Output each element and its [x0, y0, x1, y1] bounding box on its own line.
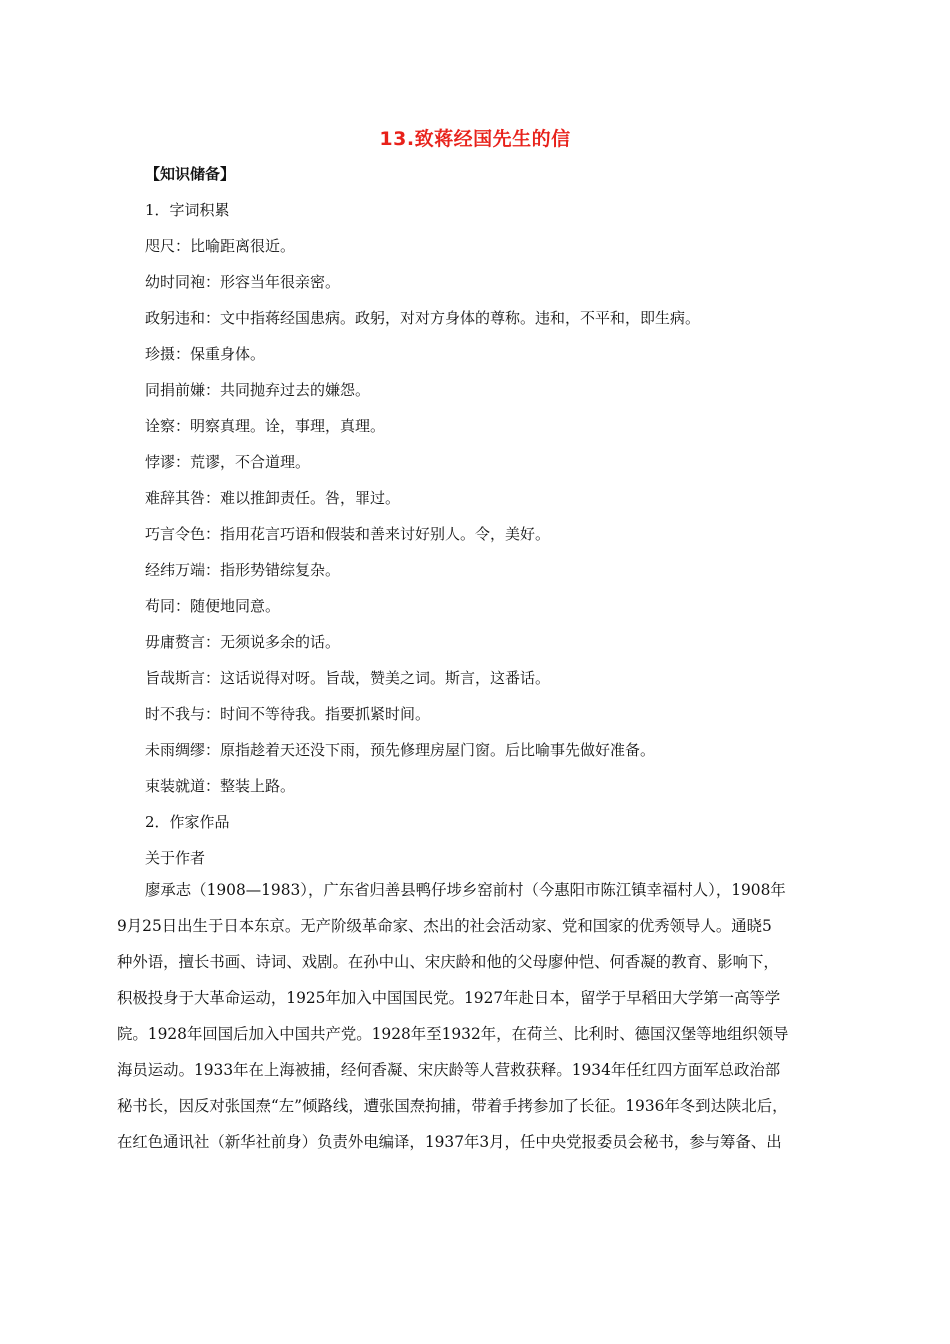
author-biography-paragraph: [117, 872, 847, 1160]
document-title: 13.致蒋经国先生的信: [379, 128, 571, 150]
paragraph-line: 廖承志（1908—1983），广东省归善县鸭仔埗乡窑前村（今惠阳市陈江镇幸福村人），1908年: [145, 881, 786, 899]
vocab-item: 束装就道：整装上路。: [145, 777, 296, 795]
paragraph-line: 秘书长，因反对张国焘“左”倾路线，遭张国焘拘捕，带着手拷参加了长征。1936年冬到达陕北后，: [117, 1097, 788, 1115]
section-heading: 【知识储备】: [145, 165, 236, 183]
vocab-item: 悖谬：荒谬，不合道理。: [145, 453, 311, 471]
about-author-heading: 关于作者: [145, 849, 206, 867]
paragraph-line: 院。1928年回国后加入中国共产党。1928年至1932年，在荷兰、比利时、德国汉堡等地组织领导: [117, 1025, 789, 1043]
vocab-item: 诠察：明察真理。诠，事理，真理。: [145, 417, 386, 435]
subsection-works-heading: 2．作家作品: [145, 813, 230, 831]
paragraph-line: 积极投身于大革命运动，1925年加入中国国民党。1927年赴日本，留学于早稻田大学第一高等学: [117, 989, 781, 1007]
vocab-item: 咫尺：比喻距离很近。: [145, 237, 296, 255]
vocab-item: 珍摄：保重身体。: [145, 345, 266, 363]
paragraph-line: 在红色通讯社（新华社前身）负责外电编译，1937年3月，任中央党报委员会秘书，参与筹备、出: [117, 1133, 782, 1151]
vocab-item: 幼时同袍：形容当年很亲密。: [145, 273, 341, 291]
vocab-item: 难辞其咎：难以推卸责任。咎，罪过。: [145, 489, 401, 507]
vocab-item: 同捐前嫌：共同抛弃过去的嫌怨。: [145, 381, 371, 399]
vocab-item: 经纬万端：指形势错综复杂。: [145, 561, 341, 579]
vocab-item: 毋庸赘言：无须说多余的话。: [145, 633, 341, 651]
vocab-item: 苟同：随便地同意。: [145, 597, 281, 615]
paragraph-line: 9月25日出生于日本东京。无产阶级革命家、杰出的社会活动家、党和国家的优秀领导人。通晓5: [117, 917, 772, 935]
vocab-item: 时不我与：时间不等待我。指要抓紧时间。: [145, 705, 431, 723]
vocab-item: 巧言令色：指用花言巧语和假装和善来讨好别人。令，美好。: [145, 525, 551, 543]
subsection-vocab-heading: 1．字词积累: [145, 201, 230, 219]
vocab-item: 政躬违和：文中指蒋经国患病。政躬，对对方身体的尊称。违和，不平和，即生病。: [145, 309, 701, 327]
paragraph-line: 海员运动。1933年在上海被捕，经何香凝、宋庆龄等人营救获释。1934年任红四方面军总政治部: [117, 1061, 781, 1079]
paragraph-line: 种外语，擅长书画、诗词、戏剧。在孙中山、宋庆龄和他的父母廖仲恺、何香凝的教育、影响下，: [117, 953, 779, 971]
vocab-item: 旨哉斯言：这话说得对呀。旨哉，赞美之词。斯言，这番话。: [145, 669, 551, 687]
vocab-item: 未雨绸缪：原指趁着天还没下雨，预先修理房屋门窗。后比喻事先做好准备。: [145, 741, 656, 759]
